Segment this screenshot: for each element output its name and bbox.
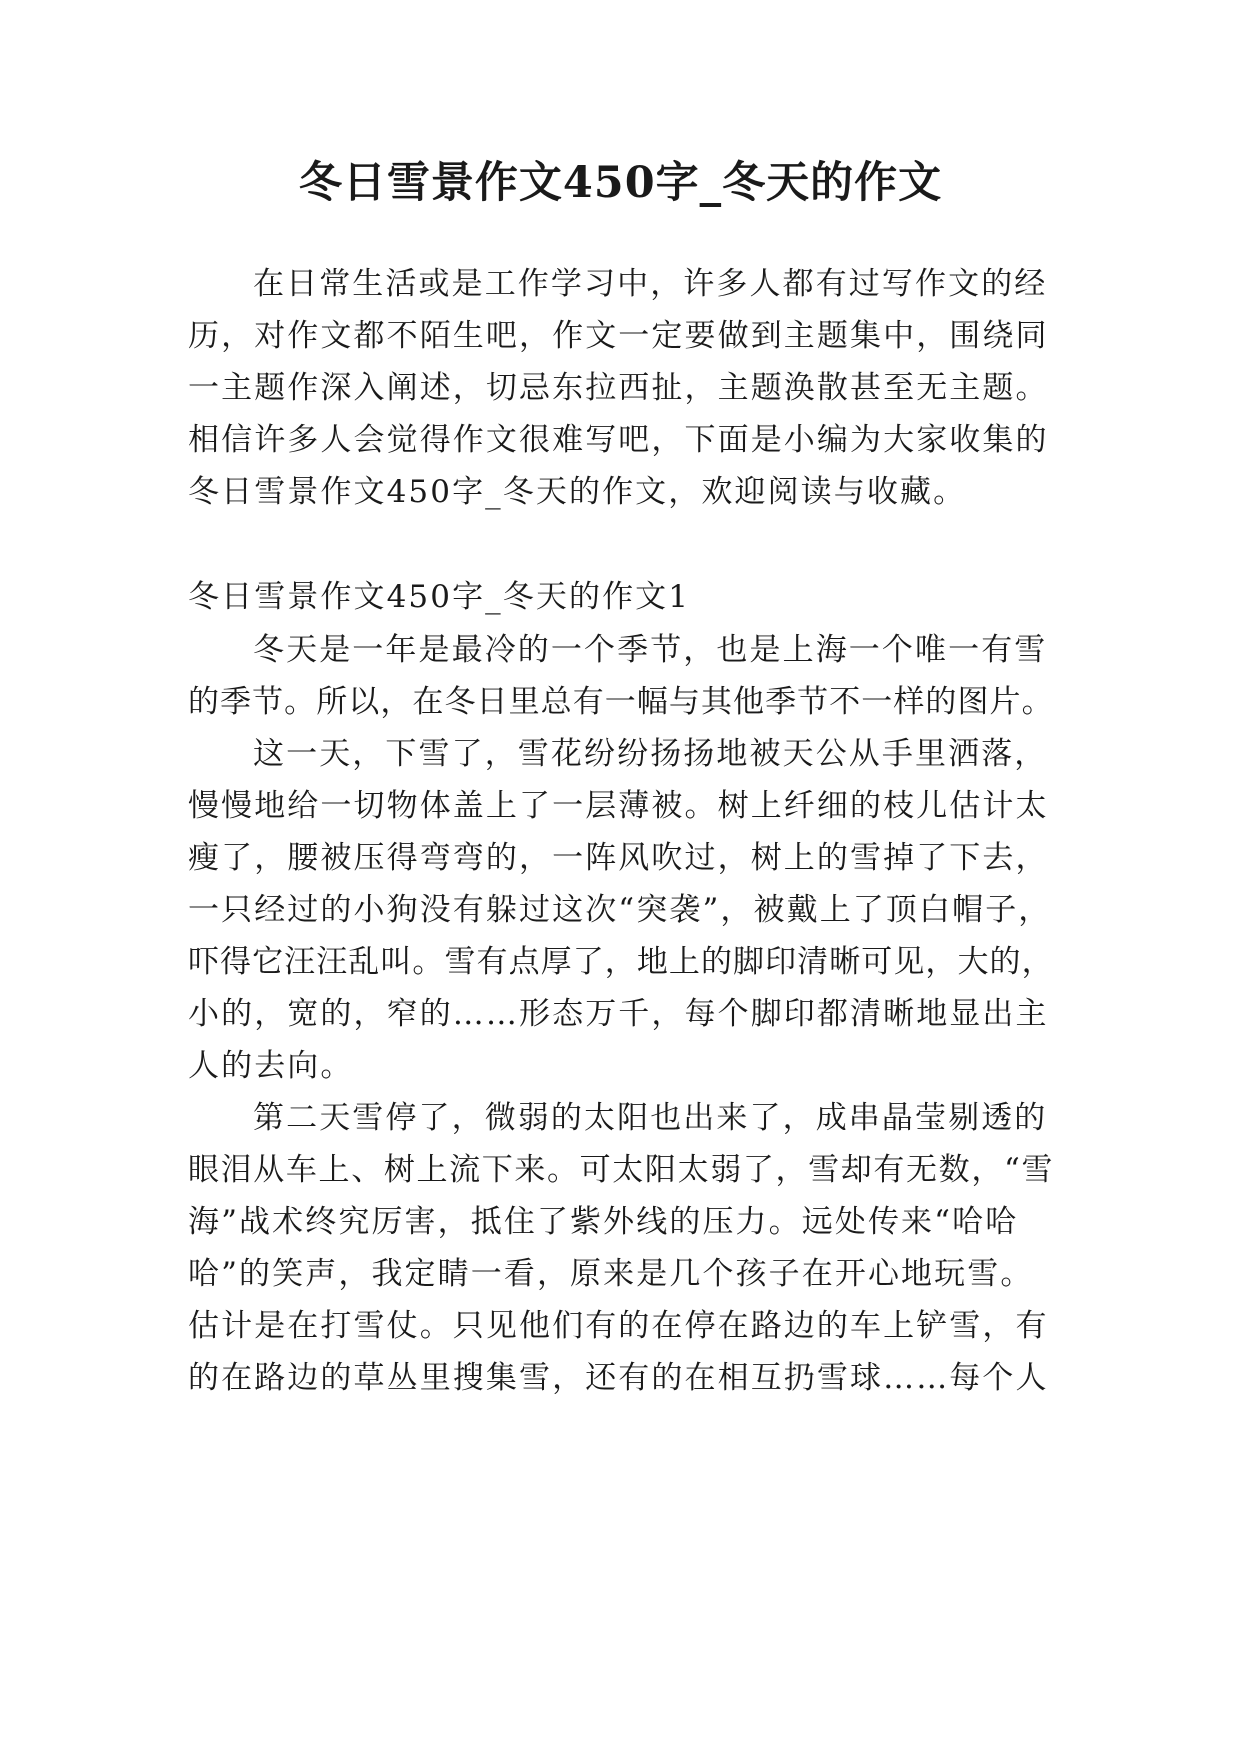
paragraph-line: 冬天是一年是最冷的一个季节，也是上海一个唯一有雪 [253, 632, 1048, 668]
paragraph-line: 估计是在打雪仗。只见他们有的在停在路边的车上铲雪，有 [188, 1308, 1049, 1344]
paragraph-line: 人的去向。 [188, 1048, 354, 1084]
intro-line: 相信许多人会觉得作文很难写吧，下面是小编为大家收集的 [188, 422, 1049, 458]
paragraph-line: 小的，宽的，窄的……形态万千，每个脚印都清晰地显出主 [188, 996, 1049, 1032]
paragraph-line: 吓得它汪汪乱叫。雪有点厚了，地上的脚印清晰可见，大的， [188, 944, 1054, 980]
intro-line: 历，对作文都不陌生吧，作文一定要做到主题集中，围绕同 [188, 318, 1049, 354]
paragraph-line: 的在路边的草丛里搜集雪，还有的在相互扔雪球……每个人 [188, 1360, 1049, 1396]
paragraph-line: 慢慢地给一切物体盖上了一层薄被。树上纤细的枝儿估计太 [188, 788, 1049, 824]
paragraph-line: 的季节。所以，在冬日里总有一幅与其他季节不一样的图片。 [188, 684, 1054, 720]
paragraph-line: 这一天，下雪了，雪花纷纷扬扬地被天公从手里洒落， [253, 736, 1048, 772]
document-title: 冬日雪景作文450字_冬天的作文 [298, 158, 943, 208]
intro-line: 在日常生活或是工作学习中，许多人都有过写作文的经 [253, 266, 1048, 302]
paragraph-line: 第二天雪停了，微弱的太阳也出来了，成串晶莹剔透的 [253, 1100, 1048, 1136]
section-heading: 冬日雪景作文450字_冬天的作文1 [188, 579, 691, 615]
intro-line: 冬日雪景作文450字_冬天的作文，欢迎阅读与收藏。 [188, 474, 967, 510]
paragraph-line: 海”战术终究厉害，抵住了紫外线的压力。远处传来“哈哈 [188, 1204, 1019, 1240]
paragraph-line: 瘦了，腰被压得弯弯的，一阵风吹过，树上的雪掉了下去， [188, 840, 1049, 876]
paragraph-line: 哈”的笑声，我定睛一看，原来是几个孩子在开心地玩雪。 [188, 1256, 1034, 1292]
paragraph-line: 眼泪从车上、树上流下来。可太阳太弱了，雪却有无数，“雪 [188, 1152, 1055, 1188]
paragraph-line: 一只经过的小狗没有躲过这次“突袭”，被戴上了顶白帽子， [188, 892, 1052, 928]
intro-line: 一主题作深入阐述，切忌东拉西扯，主题涣散甚至无主题。 [188, 370, 1049, 406]
